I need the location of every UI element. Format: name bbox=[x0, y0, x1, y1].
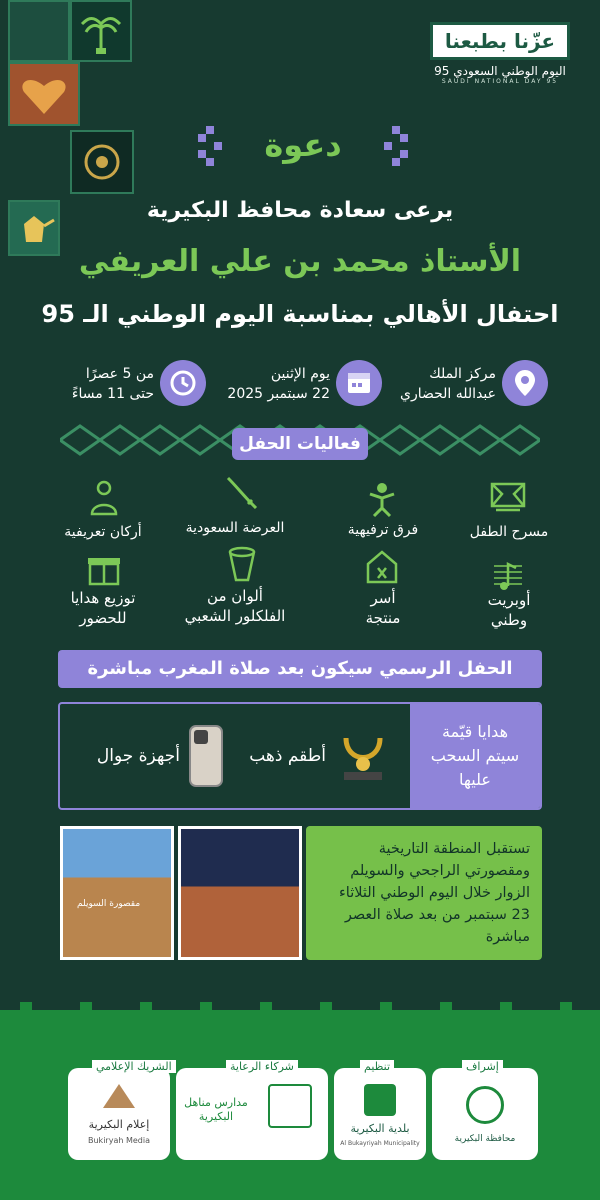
supervision-title: إشراف bbox=[462, 1060, 503, 1073]
governorate-emblem bbox=[466, 1086, 504, 1124]
drum-icon bbox=[222, 544, 262, 584]
activity-label: أركان تعريفية bbox=[64, 524, 142, 540]
event-title: احتفال الأهالي بمناسبة اليوم الوطني الـ 95 bbox=[41, 300, 559, 328]
slogan-box bbox=[430, 22, 570, 60]
clock-icon bbox=[160, 360, 206, 406]
sponsors-title: شركاء الرعاية bbox=[226, 1060, 298, 1073]
gold-label: أطقم ذهب bbox=[249, 746, 326, 766]
media-logo-icon bbox=[99, 1080, 139, 1110]
heart-tile bbox=[8, 62, 80, 126]
house-icon bbox=[362, 546, 402, 586]
gifts-box bbox=[58, 702, 542, 810]
municipality-name-en: Al Bukayriyah Municipality bbox=[340, 1140, 420, 1147]
media-name-en: Bukiryah Media bbox=[88, 1136, 150, 1145]
invitation-heading: دعوة bbox=[264, 126, 342, 164]
location-icon bbox=[502, 360, 548, 406]
activity-label: العرضة السعودية bbox=[185, 520, 285, 536]
pattern-tile bbox=[70, 130, 134, 194]
organization-title: تنظيم bbox=[360, 1060, 394, 1073]
phone-icon bbox=[186, 724, 226, 788]
sponsors-card bbox=[176, 1068, 328, 1160]
national-day-logo bbox=[430, 22, 570, 92]
media-name: إعلام البكيرية bbox=[88, 1118, 150, 1131]
governorate-name: محافظة البكيرية bbox=[454, 1134, 516, 1144]
slogan-text: عزّنا بطبعنا bbox=[444, 29, 556, 53]
activities-title: فعاليات الحفل bbox=[232, 428, 368, 460]
media-title: الشريك الإعلامي bbox=[92, 1060, 176, 1073]
heritage-box bbox=[306, 826, 542, 960]
supervision-card bbox=[432, 1068, 538, 1160]
gifts-title: هدايا قيّمة سيتم السحب عليها bbox=[410, 704, 540, 808]
media-card bbox=[68, 1068, 170, 1160]
municipality-name: بلدية البكيرية bbox=[350, 1122, 410, 1135]
gift-icon bbox=[84, 548, 124, 588]
activity-label: فرق ترفيهية bbox=[347, 522, 419, 538]
sword-icon bbox=[222, 472, 262, 512]
activity-label: توزيع هدايا للحضور bbox=[70, 589, 136, 627]
sponsor-logo bbox=[268, 1084, 312, 1128]
date-text: يوم الإثنين 22 سبتمبر 2025 bbox=[227, 366, 330, 402]
heritage-photo bbox=[60, 826, 174, 960]
patron-line: يرعى سعادة محافظ البكيرية bbox=[146, 198, 454, 223]
invitation-heading-frame bbox=[196, 122, 410, 174]
time-text: من 5 عصرًا حتى 11 مساءً bbox=[71, 366, 154, 402]
theater-icon bbox=[488, 476, 528, 516]
schools-logo: مدارس مناهل البكيرية bbox=[184, 1096, 248, 1123]
heritage-text: تستقبل المنطقة التاريخية ومقصورتي الراجحي والسويلم الزوار خلال اليوم الوطني الثلاثاء 23 سبتمبر من بعد صلاة العصر مباشرة bbox=[338, 841, 530, 945]
activity-label: أسر منتجة bbox=[365, 589, 401, 627]
brand-latin: SAUDI NATIONAL DAY 95 bbox=[441, 78, 559, 85]
calendar-icon bbox=[336, 360, 382, 406]
activity-label: أوبريت وطني bbox=[487, 591, 531, 629]
activity-label: ألوان من الفلكلور الشعبي bbox=[184, 587, 286, 625]
phones-label: أجهزة جوال bbox=[96, 746, 180, 766]
pattern-tile bbox=[8, 0, 70, 62]
guide-icon bbox=[84, 478, 124, 518]
brand-subtitle: اليوم الوطني السعودي 95 bbox=[434, 64, 566, 78]
performer-icon bbox=[362, 478, 402, 518]
activity-label: مسرح الطفل bbox=[469, 524, 549, 540]
patron-name: الأستاذ محمد بن علي العريفي bbox=[78, 244, 522, 279]
location-text: مركز الملك عبدالله الحضاري bbox=[400, 366, 496, 402]
gold-necklace-icon bbox=[332, 724, 394, 786]
municipality-emblem bbox=[364, 1084, 396, 1116]
heritage-photo bbox=[178, 826, 302, 960]
heritage-sign: مقصورة السويلم bbox=[77, 899, 141, 909]
ceremony-notice: الحفل الرسمي سيكون بعد صلاة المغرب مباشرة bbox=[58, 650, 542, 688]
organization-card bbox=[334, 1068, 426, 1160]
palm-tile bbox=[70, 0, 132, 62]
